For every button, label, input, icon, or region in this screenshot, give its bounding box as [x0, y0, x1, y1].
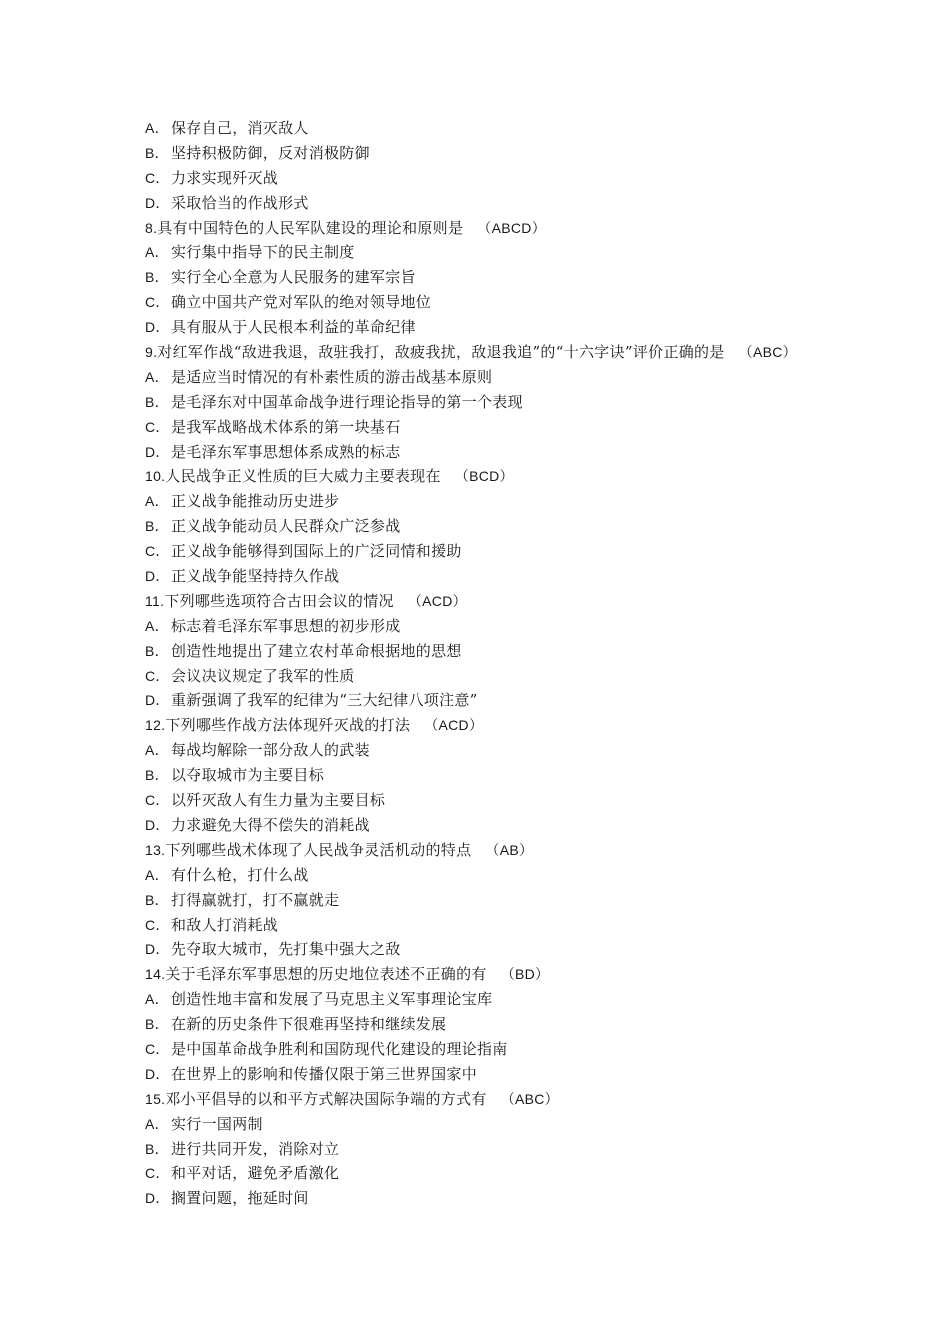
option-line	[145, 166, 865, 191]
option-letter: C．	[145, 792, 170, 809]
option-text: 确立中国共产党对军队的绝对领导地位	[171, 293, 432, 312]
option-letter: A．	[145, 617, 169, 634]
option-text: 创造性地丰富和发展了马克思主义军事理论宝库	[171, 990, 493, 1009]
option-letter: B．	[145, 269, 169, 286]
option-text: 先夺取大城市，先打集中强大之敌	[171, 940, 401, 959]
option-line	[145, 240, 865, 265]
question-line	[145, 216, 865, 241]
option-line	[145, 489, 865, 514]
option-letter: D．	[145, 816, 170, 833]
option-letter: A．	[145, 1115, 169, 1132]
option-line	[145, 1112, 865, 1137]
option-letter: B．	[145, 518, 169, 535]
option-line	[145, 564, 865, 589]
option-line	[145, 863, 865, 888]
option-letter: D．	[145, 692, 170, 709]
option-line	[145, 738, 865, 763]
option-text: 标志着毛泽东军事思想的初步形成	[171, 616, 401, 635]
question-number: 14.	[145, 966, 166, 983]
option-text: 有什么枪，打什么战	[171, 865, 309, 884]
option-text: 是毛泽东军事思想体系成熟的标志	[171, 442, 401, 461]
option-letter: C．	[145, 1165, 170, 1182]
option-text: 采取恰当的作战形式	[171, 193, 309, 212]
option-line	[145, 788, 865, 813]
option-line	[145, 365, 865, 390]
option-text: 是适应当时情况的有朴素性质的游击战基本原则	[171, 367, 493, 386]
option-letter: B．	[145, 891, 169, 908]
option-line	[145, 913, 865, 938]
question-text: 下列哪些战术体现了人民战争灵活机动的特点	[165, 840, 472, 859]
question-line	[145, 713, 865, 738]
question-text: 邓小平倡导的以和平方式解决国际争端的方式有	[165, 1089, 487, 1108]
option-letter: C．	[145, 418, 170, 435]
option-line	[145, 390, 865, 415]
option-text: 在新的历史条件下很难再坚持和继续发展	[171, 1015, 447, 1034]
option-text: 重新强调了我军的纪律为“三大纪律八项注意”	[171, 691, 478, 710]
question-number: 13.	[145, 841, 166, 858]
option-text: 创造性地提出了建立农村革命根据地的思想	[171, 641, 462, 660]
option-letter: A．	[145, 244, 169, 261]
option-line	[145, 290, 865, 315]
option-letter: C．	[145, 543, 170, 560]
option-line	[145, 1012, 865, 1037]
option-letter: C．	[145, 169, 170, 186]
option-letter: C．	[145, 1040, 170, 1057]
option-line	[145, 813, 865, 838]
option-text: 实行一国两制	[171, 1114, 263, 1133]
question-number: 9.	[145, 344, 158, 361]
option-letter: D．	[145, 194, 170, 211]
option-letter: D．	[145, 1190, 170, 1207]
option-text: 正义战争能坚持持久作战	[171, 567, 340, 586]
option-text: 打得赢就打，打不赢就走	[171, 890, 340, 909]
option-letter: A．	[145, 991, 169, 1008]
option-line	[145, 440, 865, 465]
option-line	[145, 514, 865, 539]
option-line	[145, 1037, 865, 1062]
option-text: 力求避免大得不偿失的消耗战	[171, 815, 370, 834]
option-letter: D．	[145, 1065, 170, 1082]
option-line	[145, 1186, 865, 1211]
question-line	[145, 962, 865, 987]
option-line	[145, 664, 865, 689]
option-letter: A．	[145, 866, 169, 883]
option-text: 每战均解除一部分敌人的武装	[171, 741, 370, 760]
option-letter: D．	[145, 443, 170, 460]
option-text: 和平对话，避免矛盾激化	[171, 1164, 340, 1183]
question-line	[145, 589, 865, 614]
option-line	[145, 614, 865, 639]
option-letter: B．	[145, 1140, 169, 1157]
option-text: 以夺取城市为主要目标	[171, 766, 325, 785]
answer-key: （BCD）	[454, 468, 514, 485]
option-line	[145, 763, 865, 788]
option-text: 在世界上的影响和传播仅限于第三世界国家中	[171, 1064, 478, 1083]
question-number: 8.	[145, 219, 158, 236]
option-text: 是我军战略战术体系的第一块基石	[171, 417, 401, 436]
answer-key: （ABC）	[500, 1090, 559, 1107]
answer-key: （ABC）	[738, 344, 797, 361]
option-line	[145, 191, 865, 216]
option-letter: C．	[145, 667, 170, 684]
option-letter: C．	[145, 916, 170, 933]
option-line	[145, 1161, 865, 1186]
question-line	[145, 464, 865, 489]
answer-key: （BD）	[500, 966, 550, 983]
question-text: 下列哪些选项符合古田会议的情况	[164, 591, 394, 610]
option-letter: D．	[145, 941, 170, 958]
option-text: 力求实现歼灭战	[171, 168, 279, 187]
option-line	[145, 1137, 865, 1162]
option-text: 具有服从于人民根本利益的革命纪律	[171, 318, 416, 337]
option-letter: B．	[145, 144, 169, 161]
option-text: 实行全心全意为人民服务的建军宗旨	[171, 268, 416, 287]
option-line	[145, 315, 865, 340]
question-list	[145, 116, 865, 1211]
option-line	[145, 141, 865, 166]
question-line	[145, 340, 865, 365]
option-letter: A．	[145, 493, 169, 510]
option-letter: B．	[145, 1016, 169, 1033]
question-number: 11.	[145, 592, 165, 609]
option-text: 坚持积极防御，反对消极防御	[171, 143, 370, 162]
question-number: 12.	[145, 717, 166, 734]
option-text: 和敌人打消耗战	[171, 915, 279, 934]
question-text: 下列哪些作战方法体现歼灭战的打法	[165, 716, 411, 735]
option-letter: A．	[145, 368, 169, 385]
option-line	[145, 539, 865, 564]
option-line	[145, 987, 865, 1012]
question-text: 人民战争正义性质的巨大威力主要表现在	[165, 467, 441, 486]
answer-key: （ACD）	[407, 592, 467, 609]
option-text: 实行集中指导下的民主制度	[171, 243, 355, 262]
option-letter: D．	[145, 319, 170, 336]
question-line	[145, 1087, 865, 1112]
option-text: 是毛泽东对中国革命战争进行理论指导的第一个表现	[171, 392, 523, 411]
option-text: 正义战争能推动历史进步	[171, 492, 340, 511]
option-text: 进行共同开发，消除对立	[171, 1139, 340, 1158]
question-text: 关于毛泽东军事思想的历史地位表述不正确的有	[165, 965, 487, 984]
question-line	[145, 838, 865, 863]
option-text: 搁置问题，拖延时间	[171, 1189, 309, 1208]
option-line	[145, 1062, 865, 1087]
option-letter: B．	[145, 642, 169, 659]
option-letter: A．	[145, 742, 169, 759]
option-letter: B．	[145, 767, 169, 784]
answer-key: （AB）	[485, 841, 534, 858]
option-letter: A．	[145, 120, 169, 136]
option-line	[145, 888, 865, 913]
option-text: 是中国革命战争胜利和国防现代化建设的理论指南	[171, 1039, 508, 1058]
option-text: 正义战争能动员人民群众广泛参战	[171, 517, 401, 536]
question-text: 具有中国特色的人民军队建设的理论和原则是	[157, 218, 464, 237]
option-line	[145, 937, 865, 962]
option-letter: D．	[145, 568, 170, 585]
option-line	[145, 639, 865, 664]
option-letter: B．	[145, 393, 169, 410]
option-line	[145, 415, 865, 440]
question-number: 10.	[145, 468, 166, 485]
option-text: 会议决议规定了我军的性质	[171, 666, 355, 685]
answer-key: （ACD）	[424, 717, 484, 734]
answer-key: （ABCD）	[477, 219, 546, 236]
question-number: 15.	[145, 1090, 166, 1107]
option-line	[145, 116, 865, 141]
option-letter: C．	[145, 294, 170, 311]
option-text: 正义战争能够得到国际上的广泛同情和援助	[171, 542, 462, 561]
option-line	[145, 688, 865, 713]
option-line	[145, 265, 865, 290]
option-text: 保存自己，消灭敌人	[171, 119, 309, 137]
option-text: 以歼灭敌人有生力量为主要目标	[171, 791, 386, 810]
question-text: 对红军作战“敌进我退，敌驻我打，敌疲我扰，敌退我追”的“十六字诀”评价正确的是	[157, 343, 725, 362]
